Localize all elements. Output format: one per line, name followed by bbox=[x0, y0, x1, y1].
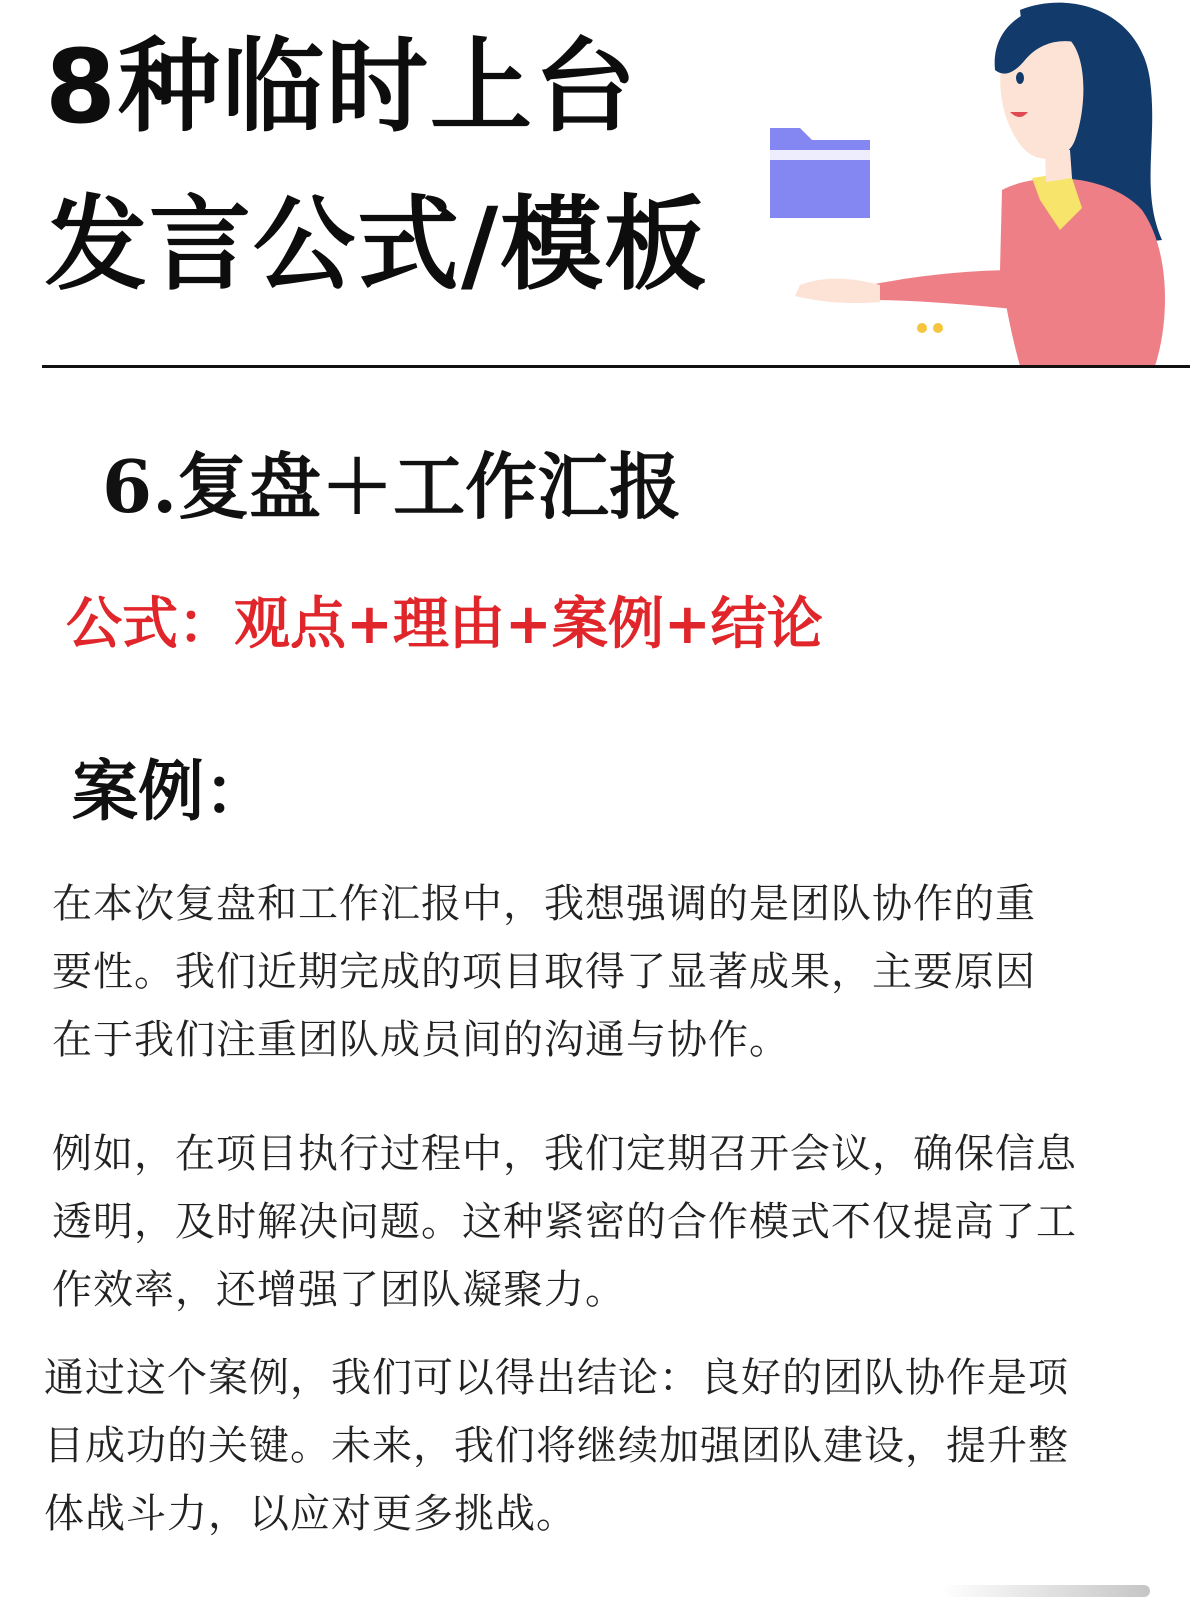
paragraph-1 bbox=[52, 870, 1036, 1074]
folder-icon bbox=[770, 128, 870, 218]
paragraph-line: 通过这个案例，我们可以得出结论：良好的团队协作是项 bbox=[44, 1355, 1069, 1401]
formula-text: 公式：观点+理由+案例+结论 bbox=[66, 592, 823, 657]
paragraph-line: 目成功的关键。未来，我们将继续加强团队建设，提升整 bbox=[44, 1423, 1069, 1469]
paragraph-line: 作效率，还增强了团队凝聚力。 bbox=[52, 1267, 626, 1313]
case-heading: 案例： bbox=[72, 753, 270, 830]
paragraph-line: 例如，在项目执行过程中，我们定期召开会议，确保信息 bbox=[52, 1131, 1077, 1177]
paragraph-line: 体战斗力，以应对更多挑战。 bbox=[44, 1491, 577, 1537]
section-title: 6.复盘＋工作汇报 bbox=[102, 444, 682, 529]
paragraph-line: 在本次复盘和工作汇报中，我想强调的是团队协作的重 bbox=[52, 881, 1036, 927]
paragraph-line: 透明，及时解决问题。这种紧密的合作模式不仅提高了工 bbox=[52, 1199, 1077, 1245]
scroll-indicator bbox=[940, 1585, 1150, 1597]
illustration bbox=[770, 0, 1200, 366]
header-divider bbox=[42, 365, 1190, 368]
page-title-line-2: 发言公式/模板 bbox=[45, 186, 709, 305]
page-title-line-1: 8种临时上台 bbox=[45, 28, 638, 147]
paragraph-2 bbox=[52, 1120, 1077, 1324]
paragraph-line: 要性。我们近期完成的项目取得了显著成果，主要原因 bbox=[52, 949, 1036, 995]
paragraph-line: 在于我们注重团队成员间的沟通与协作。 bbox=[52, 1017, 790, 1063]
paragraph-3 bbox=[44, 1344, 1069, 1548]
